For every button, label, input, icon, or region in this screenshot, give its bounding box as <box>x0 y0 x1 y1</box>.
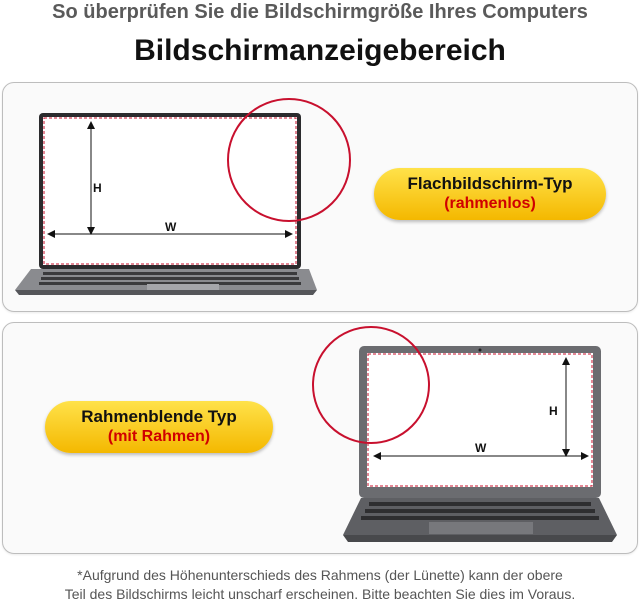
bezel-type-sublabel: (mit Rahmen) <box>107 428 211 445</box>
bezel-laptop-base-edge <box>343 535 617 542</box>
bezel-type-label: Rahmenblende Typ <box>81 407 237 426</box>
footnote-line-1: *Aufgrund des Höhenunterschieds des Rahmens (der Lünette) kann der obere <box>77 567 563 583</box>
frameless-type-badge <box>374 168 606 220</box>
frameless-laptop-screen <box>43 117 297 265</box>
frameless-touchpad <box>147 284 219 290</box>
frameless-keyboard-row <box>41 277 299 280</box>
bezel-keyboard-row <box>365 509 595 513</box>
panel-bezel <box>2 322 638 554</box>
frameless-keyboard-row <box>43 272 297 275</box>
bezel-w-label: W <box>475 441 487 455</box>
page-subtitle: So überprüfen Sie die Bildschirmgröße Ihres Computers <box>52 1 588 23</box>
footnote <box>0 566 640 604</box>
webcam-dot <box>479 349 482 352</box>
bezel-h-label: H <box>549 404 558 418</box>
frameless-type-label: Flachbildschirm-Typ <box>407 174 573 193</box>
bezel-type-badge <box>45 401 273 453</box>
panel-frameless <box>2 82 638 312</box>
page-title: Bildschirmanzeigebereich <box>134 34 506 67</box>
frameless-h-label: H <box>93 181 102 195</box>
bezel-keyboard-row <box>369 502 591 506</box>
frameless-laptop-base-edge <box>15 290 317 295</box>
frameless-w-label: W <box>165 220 177 234</box>
bezel-laptop-screen <box>367 353 593 487</box>
footnote-line-2: Teil des Bildschirms leicht unscharf erscheinen. Bitte beachten Sie dies im Voraus. <box>64 586 576 602</box>
frameless-type-sublabel: (rahmenlos) <box>444 195 536 212</box>
bezel-touchpad <box>429 522 533 534</box>
bezel-keyboard-row <box>361 516 599 520</box>
